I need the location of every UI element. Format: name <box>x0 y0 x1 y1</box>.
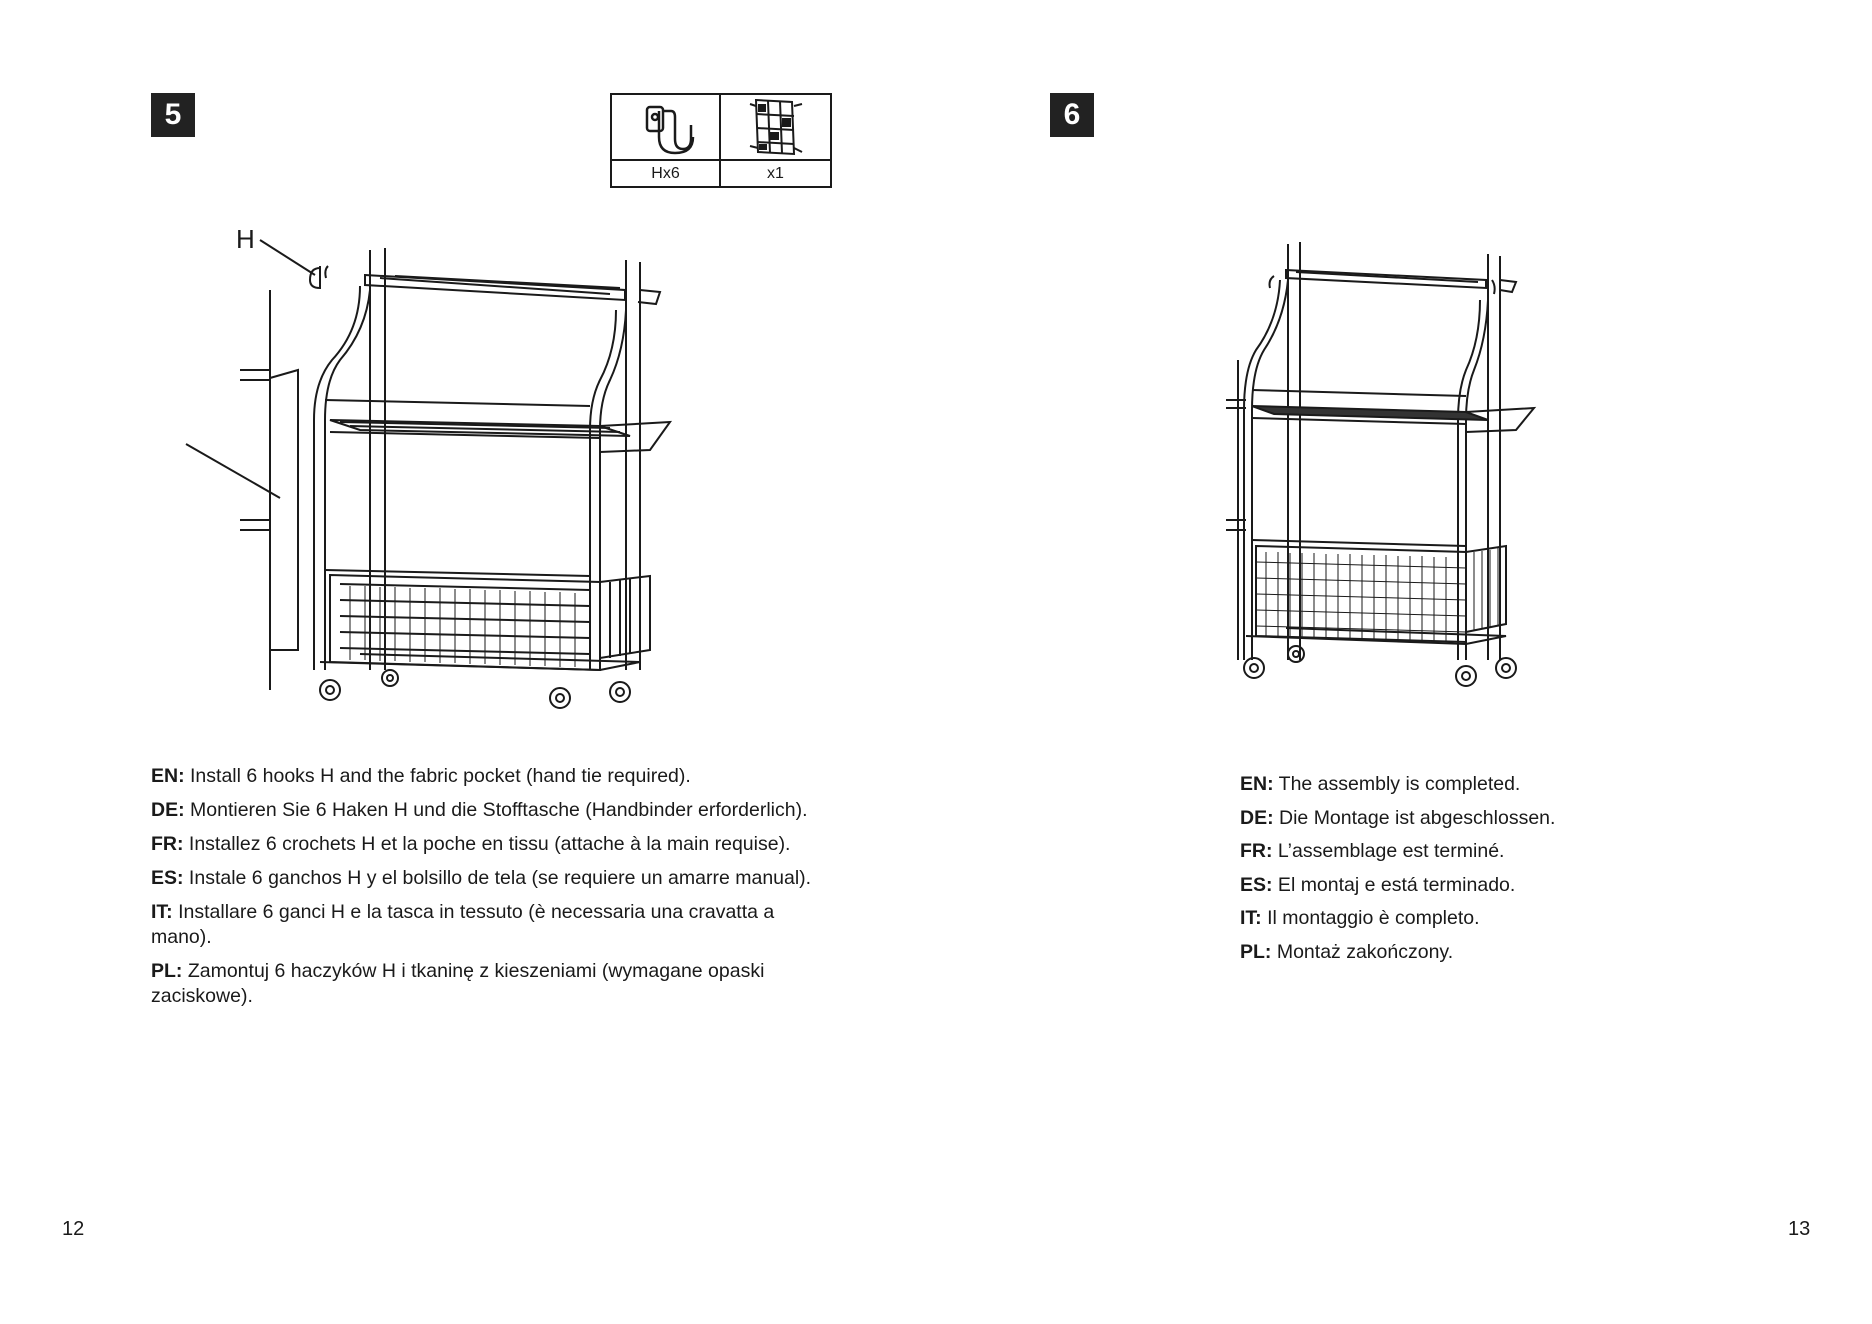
instruction-es: ES: El montaj e está terminado. <box>1240 873 1516 896</box>
instruction-it: IT: Installare 6 ganci H e la tasca in tessuto (è necessaria una cravatta a mano). <box>151 901 775 948</box>
parts-table <box>610 93 832 188</box>
parts-cell-fabric-pocket <box>721 95 830 161</box>
page-number: 13 <box>1788 1218 1811 1240</box>
instruction-it: IT: Il montaggio è completo. <box>1240 907 1480 929</box>
cart-illustration-step-5 <box>180 230 700 730</box>
instruction-de: DE: Montieren Sie 6 Haken H und die Stofftasche (Handbinder erforderlich). <box>151 799 808 821</box>
hook-icon <box>631 97 701 157</box>
instruction-en: EN: Install 6 hooks H and the fabric pocket (hand tie required). <box>151 765 691 787</box>
instruction-fr: FR: Installez 6 crochets H et la poche en tissu (attache à la main requise). <box>151 833 791 855</box>
parts-label-fabric-pocket: x1 <box>767 164 784 182</box>
instruction-es: ES: Instale 6 ganchos H y el bolsillo de tela (se requiere un amarre manual). <box>151 867 812 889</box>
instruction-pl: PL: Zamontuj 6 haczyków H i tkaninę z kieszeniami (wymagane opaski zaciskowe). <box>151 960 765 1007</box>
instruction-en: EN: The assembly is completed. <box>1240 773 1521 795</box>
parts-cell-hook <box>612 95 721 161</box>
step-number-badge: 6 <box>1050 93 1094 137</box>
step-number-badge: 5 <box>151 93 195 137</box>
page-number: 12 <box>62 1218 85 1240</box>
instruction-fr: FR: L’assemblage est terminé. <box>1240 840 1505 862</box>
instruction-pl: PL: Montaż zakończony. <box>1240 940 1454 963</box>
cart-illustration-step-6 <box>1216 240 1556 710</box>
right-page <box>936 0 1872 1324</box>
instruction-list <box>1240 772 1800 973</box>
instruction-de: DE: Die Montage ist abgeschlossen. <box>1240 806 1556 829</box>
instruction-list <box>151 764 831 1018</box>
fabric-pocket-icon <box>746 96 806 158</box>
parts-label-hook: Hx6 <box>612 161 721 186</box>
callout-label-h: H <box>236 224 255 254</box>
